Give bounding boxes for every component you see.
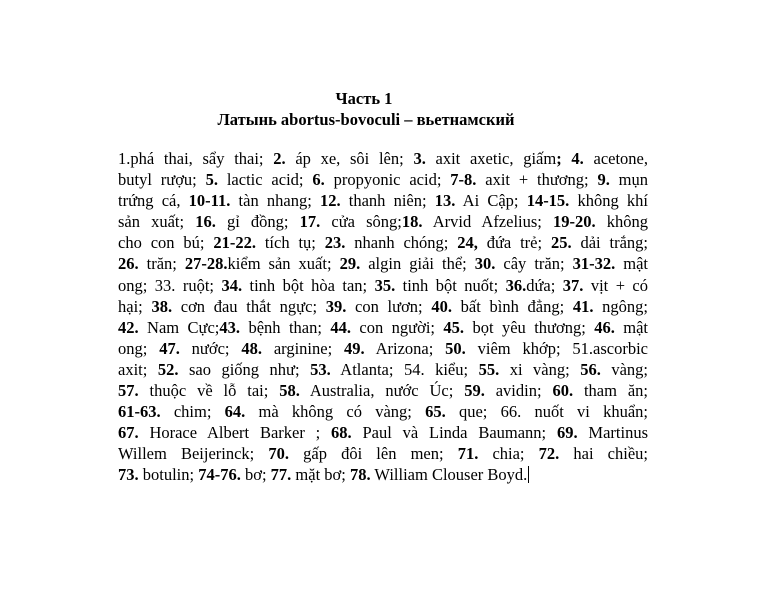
entry-number: 40. <box>431 296 452 316</box>
text-line <box>118 422 648 443</box>
entry-number: 21-22. <box>213 233 256 253</box>
entry-text: xi vàng; <box>499 359 581 379</box>
entry-number: 67. <box>118 423 139 443</box>
entry-number: 23. <box>324 233 346 253</box>
entry-number: 29. <box>339 254 361 274</box>
entry-text: vàng; <box>600 359 649 379</box>
entry-text: mụn <box>609 170 648 190</box>
entry-number: 60. <box>552 381 574 401</box>
entry-text: cửa sông; <box>320 212 402 232</box>
entry-number: 41. <box>572 296 594 316</box>
entry-text: Atlanta; 54. kiểu; <box>330 359 479 379</box>
entry-number: 10-11. <box>188 191 231 211</box>
entry-text: propyonic acid; <box>324 170 451 190</box>
entry-text: sản xuất; <box>118 212 196 232</box>
entry-number: 46. <box>594 317 615 337</box>
entry-number: 68. <box>331 423 352 443</box>
entry-text: gỉ đồng; <box>215 212 300 232</box>
entry-text: 1.phá thai, sẩy thai; <box>118 149 274 168</box>
entry-number: 65. <box>425 402 446 422</box>
entry-text: con người; <box>350 317 444 337</box>
text-cursor <box>528 466 529 483</box>
entry-text: hại; <box>118 296 152 316</box>
entry-number: 24, <box>457 233 478 253</box>
entry-text: bất bình đẳng; <box>451 296 573 316</box>
entry-text <box>562 149 572 168</box>
entry-text: không khí <box>569 191 648 211</box>
entry-text: không <box>595 212 648 232</box>
entry-number: 74-76. <box>198 465 241 485</box>
text-line <box>118 232 648 253</box>
entry-number: 55. <box>478 359 500 379</box>
entry-text: trăn; <box>138 254 185 274</box>
entry-text: bệnh than; <box>240 317 331 337</box>
text-line <box>118 401 648 422</box>
entry-text: Ai Cập; <box>455 191 527 211</box>
entry-number: 34. <box>221 275 243 295</box>
text-line <box>118 275 648 296</box>
entry-text: Nam Cực; <box>138 317 220 337</box>
entry-text: axit; <box>118 359 158 379</box>
entry-text: hai chiều; <box>559 444 649 464</box>
entry-number: 30. <box>474 254 496 274</box>
text-line <box>118 380 648 401</box>
entry-number: ; <box>556 149 562 168</box>
entry-text: nhanh chóng; <box>345 233 458 253</box>
entry-text: tích tụ; <box>255 233 325 253</box>
entry-text: bơ; <box>240 465 271 485</box>
text-line <box>118 338 648 359</box>
entry-text: tinh bột hòa tan; <box>242 275 375 295</box>
entry-number: 31-32. <box>572 254 616 274</box>
text-line <box>118 359 648 380</box>
entry-text: botulin; <box>138 465 199 485</box>
entry-text: arginine; <box>261 338 345 358</box>
entry-number: 14-15. <box>526 191 570 211</box>
entry-text: Arizona; <box>364 338 446 358</box>
entry-number: 19-20. <box>553 212 596 232</box>
entry-number: 70. <box>268 444 290 464</box>
entry-text: kiểm sản xuất; <box>227 254 340 274</box>
entry-text: nước; <box>179 338 242 358</box>
entry-text: que; 66. nuốt vi khuẩn; <box>445 402 649 422</box>
entry-text: bọt yêu thương; <box>464 317 595 337</box>
entry-text: sao giống như; <box>178 359 311 379</box>
text-line <box>118 253 648 274</box>
entry-text: trứng cá, <box>118 191 189 211</box>
entry-number: 71. <box>457 444 479 464</box>
entry-number: 61-63. <box>118 402 161 422</box>
entry-number: 45. <box>443 317 465 337</box>
entry-text: áp xe, sôi lên; <box>285 149 414 168</box>
entry-number: 42. <box>118 317 139 337</box>
entry-text: tinh bột nuốt; <box>395 275 506 295</box>
entry-text: Martinus <box>577 423 648 443</box>
entry-number: 25. <box>550 233 572 253</box>
text-line <box>118 148 648 169</box>
entry-number: 44. <box>330 317 351 337</box>
entry-number: 7-8. <box>450 170 477 190</box>
entry-text: acetone, <box>583 149 649 168</box>
entry-text: avidin; <box>484 381 553 401</box>
entry-text: thuộc về lỗ tai; <box>138 381 280 401</box>
entry-number: 4. <box>571 149 584 168</box>
document-subtitle: Латынь abortus-bovoculi – вьетнамский <box>217 110 515 129</box>
entry-number: 35. <box>374 275 396 295</box>
text-line <box>118 211 648 232</box>
entry-number: 59. <box>464 381 485 401</box>
text-line <box>118 190 648 211</box>
entry-number: 49. <box>344 338 365 358</box>
entry-text: đứa trẻ; <box>477 233 551 253</box>
entry-number: 77. <box>270 465 292 485</box>
entry-text: mà không có vàng; <box>245 402 426 422</box>
entry-text: thanh niên; <box>340 191 435 211</box>
text-line <box>118 169 648 190</box>
entry-text: butyl rượu; <box>118 170 206 190</box>
entry-number: 12. <box>319 191 341 211</box>
entry-text: Paul và Linda Baumann; <box>351 423 557 443</box>
entry-text: axit + thương; <box>476 170 598 190</box>
entry-text: cơn đau thắt ngực; <box>172 296 326 316</box>
entry-number: 73. <box>118 465 139 485</box>
glossary-paragraph[interactable] <box>118 148 648 486</box>
entry-number: 37. <box>562 275 584 295</box>
entry-number: 38. <box>151 296 173 316</box>
entry-number: 58. <box>279 381 300 401</box>
entry-text: algin giải thể; <box>360 254 475 274</box>
entry-number: 52. <box>157 359 179 379</box>
entry-text: mật <box>614 317 648 337</box>
entry-text: chia; <box>478 444 539 464</box>
entry-text: mặt bơ; <box>291 465 350 485</box>
entry-text: tham ăn; <box>573 381 649 401</box>
entry-text: viêm khớp; 51.ascorbic <box>465 338 648 358</box>
entry-number: 47. <box>159 338 180 358</box>
text-line <box>118 464 648 485</box>
entry-text: dứa; <box>526 275 563 295</box>
entry-number: 3. <box>413 149 426 168</box>
entry-text: chim; <box>160 402 225 422</box>
entry-text: cây trăn; <box>495 254 573 274</box>
text-line <box>118 296 648 317</box>
part-heading: Часть 1 <box>335 89 393 108</box>
entry-number: 39. <box>325 296 347 316</box>
entry-number: 72. <box>538 444 560 464</box>
entry-number: 48. <box>241 338 262 358</box>
entry-text: cho con bú; <box>118 233 214 253</box>
text-line <box>118 443 648 464</box>
entry-number: 56. <box>580 359 601 379</box>
entry-text: ngông; <box>593 296 649 316</box>
entry-number: 9. <box>597 170 610 190</box>
entry-text: con lươn; <box>346 296 432 316</box>
entry-number: 26. <box>118 254 139 274</box>
entry-text: axit axetic, giấm <box>425 149 557 168</box>
entry-number: 69. <box>556 423 578 443</box>
entry-text: Australia, nước Úc; <box>299 381 465 401</box>
entry-number: 16. <box>195 212 216 232</box>
entry-text: William Clouser Boyd. <box>370 465 528 485</box>
entry-text: vịt + có <box>583 275 649 295</box>
entry-text: mật <box>615 254 648 274</box>
entry-text: gấp đôi lên men; <box>289 444 458 464</box>
entry-text: dải trắng; <box>571 233 648 253</box>
entry-text: Arvid Afzelius; <box>422 212 553 232</box>
entry-number: 17. <box>299 212 321 232</box>
entry-number: 13. <box>434 191 456 211</box>
entry-number: 64. <box>224 402 246 422</box>
entry-number: 27-28. <box>184 254 228 274</box>
entry-number: 43. <box>219 317 241 337</box>
entry-text: Horace Albert Barker ; <box>138 423 332 443</box>
entry-number: 53. <box>310 359 331 379</box>
entry-number: 18. <box>401 212 423 232</box>
entry-number: 6. <box>312 170 325 190</box>
entry-number: 50. <box>445 338 466 358</box>
entry-number: 5. <box>205 170 218 190</box>
text-line <box>118 317 648 338</box>
entry-text: ong; 33. ruột; <box>118 275 222 295</box>
entry-number: 78. <box>349 465 371 485</box>
entry-text: ong; <box>118 338 160 358</box>
entry-number: 36. <box>505 275 527 295</box>
entry-text: Willem Beijerinck; <box>118 444 269 464</box>
entry-text: tàn nhang; <box>230 191 320 211</box>
entry-text: lactic acid; <box>218 170 313 190</box>
entry-number: 2. <box>273 149 286 168</box>
entry-number: 57. <box>118 381 139 401</box>
